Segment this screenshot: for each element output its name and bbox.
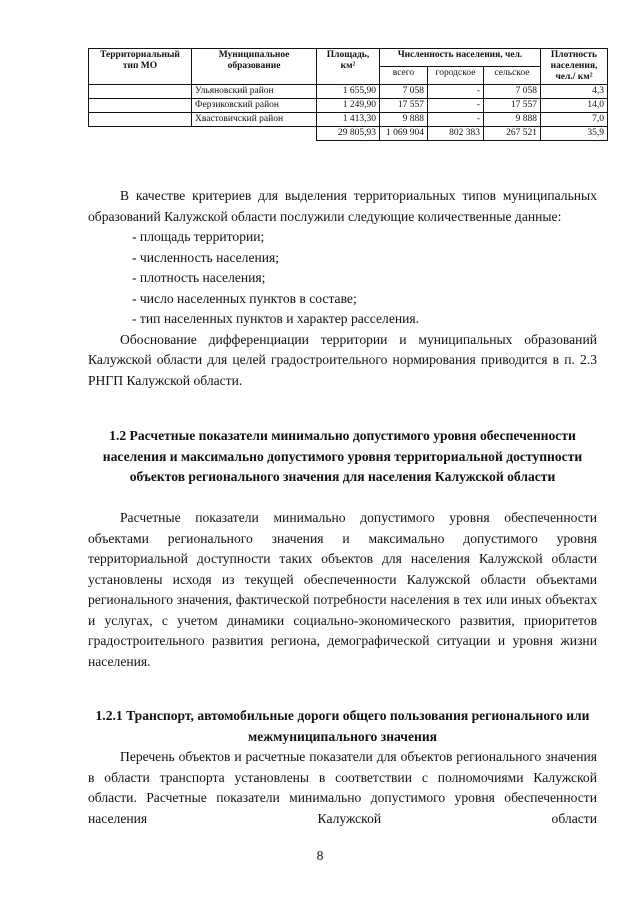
justification-paragraph: Обоснование дифференциации территории и муниципальных образований Калужской области для целей градостроительного нормирования приводится в п. 2.3 РНГП Калужской области.: [88, 331, 597, 388]
total-area: 29 805,93: [317, 127, 380, 141]
list-item: - плотность населения;: [132, 270, 266, 285]
table-row: [89, 99, 608, 113]
header-municipality: Муниципальное образование: [192, 49, 317, 85]
cell-density: 14,0: [541, 99, 608, 113]
cell-urban: -: [428, 113, 484, 127]
cell-total: 9 888: [380, 113, 428, 127]
cell-density: 7,0: [541, 113, 608, 127]
cell-urban: -: [428, 85, 484, 99]
header-urban: городское: [428, 67, 484, 85]
cell-area: 1 413,30: [317, 113, 380, 127]
header-population: Численность населения, чел.: [380, 49, 541, 67]
list-item: - число населенных пунктов в составе;: [132, 290, 357, 306]
cell-urban: -: [428, 99, 484, 113]
header-total: всего: [380, 67, 428, 85]
section-1-2-body: [88, 508, 597, 672]
header-type: Территориальный тип МО: [89, 49, 192, 85]
cell-area: 1 655,90: [317, 85, 380, 99]
cell-rural: 17 557: [484, 99, 541, 113]
section-1-2-1-body: [88, 747, 597, 829]
list-item: - численность населения;: [132, 249, 280, 265]
total-density: 35,9: [541, 127, 608, 141]
list-item: - тип населенных пунктов и характер расселения.: [132, 311, 420, 326]
total-urban: 802 383: [428, 127, 484, 141]
table-row: [89, 85, 608, 99]
section-1-2-paragraph: Расчетные показатели минимально допустимого уровня обеспеченности объектами регионального значения и максимально допустимого уровня территориальной доступности таких объектов для населения Калужской области установлены исходя из текущей обеспеченности Калужской области объектами регионального значения, фактической потребности населения в тех или иных объектах и услугах, с учетом динамики социально-экономического развития, приоритетов градостроительного развития региона, демографической ситуации и уровня жизни населения.: [88, 510, 597, 669]
population-table: [88, 48, 608, 141]
table-total-row: [89, 127, 608, 141]
cell-rural: 9 888: [484, 113, 541, 127]
criteria-list: [88, 227, 597, 330]
list-item: - площадь территории;: [132, 229, 265, 244]
cell-rural: 7 058: [484, 85, 541, 99]
cell-type: [89, 113, 192, 127]
total-population: 1 069 904: [380, 127, 428, 141]
header-density: Плотность населения, чел./ км²: [541, 49, 608, 85]
cell-total: 17 557: [380, 99, 428, 113]
section-1-2-heading: 1.2 Расчетные показатели минимально допустимого уровня обеспеченности населения и максимально допустимого уровня территориальной доступности объектов регионального значения для населения Калужской области: [102, 428, 583, 484]
header-rural: сельское: [484, 67, 541, 85]
header-area: Площадь, км²: [317, 49, 380, 85]
page-number: 8: [316, 848, 324, 863]
cell-area: 1 249,90: [317, 99, 380, 113]
cell-municipality: Ферзиковский район: [192, 99, 317, 113]
cell-municipality: Хвастовичский район: [192, 113, 317, 127]
cell-municipality: Ульяновский район: [192, 85, 317, 99]
cell-type: [89, 99, 192, 113]
total-rural: 267 521: [484, 127, 541, 141]
criteria-block: [88, 186, 597, 391]
cell-density: 4,3: [541, 85, 608, 99]
section-1-2-1-heading: 1.2.1 Транспорт, автомобильные дороги общего пользования регионального или межмуниципального значения: [95, 708, 590, 744]
section-1-2-1-paragraph: Перечень объектов и расчетные показатели для объектов регионального значения в области транспорта установлены в соответствии с полномочиями Калужской области. Расчетные показатели минимально допустимого уровня обеспеченности населения Калужской области: [88, 749, 597, 826]
table-row: [89, 113, 608, 127]
cell-total: 7 058: [380, 85, 428, 99]
criteria-paragraph: В качестве критериев для выделения территориальных типов муниципальных образований Калужской области послужили следующие количественные данные:: [88, 188, 597, 224]
cell-type: [89, 85, 192, 99]
